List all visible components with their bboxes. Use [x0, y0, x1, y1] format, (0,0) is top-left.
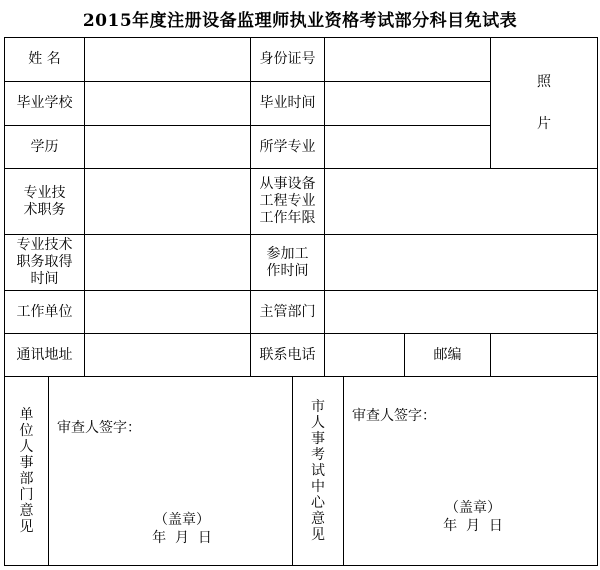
graduation-time-label: 毕业时间: [251, 82, 325, 126]
work-years-field[interactable]: [325, 169, 598, 235]
unit-reviewer-signature-label: 审查人签字：: [57, 420, 141, 436]
center-seal-label: （盖章）: [445, 500, 501, 516]
form-title: 2015年度注册设备监理师执业资格考试部分科目免试表: [82, 11, 518, 31]
name-label: 姓 名: [5, 38, 85, 82]
supervising-dept-field[interactable]: [325, 291, 598, 334]
unit-opinion-label: [5, 377, 49, 566]
id-number-field[interactable]: [325, 38, 491, 82]
label-line: 参加工: [266, 245, 309, 262]
vertical-char: 部: [19, 471, 34, 487]
supervising-dept-label: 主管部门: [251, 291, 325, 334]
row-name: [5, 38, 598, 82]
label-line: 职务取得: [16, 254, 73, 270]
row-professional-title: [5, 169, 598, 235]
vertical-char: 见: [19, 519, 34, 535]
vertical-char: 意: [311, 511, 325, 527]
exam-center-opinion-label: [293, 377, 344, 566]
exam-center-opinion-area[interactable]: [344, 377, 598, 566]
professional-title-label: [5, 169, 85, 235]
vertical-char: 事: [311, 431, 325, 447]
label-line: 工程专业: [259, 193, 316, 209]
approval-table: [4, 376, 598, 566]
vertical-char: 见: [311, 527, 325, 543]
professional-title-field[interactable]: [85, 169, 251, 235]
photo-char: 照: [537, 74, 551, 90]
major-label: 所学专业: [251, 126, 325, 169]
title-obtained-time-label: [5, 235, 85, 291]
vertical-char: 意: [19, 503, 34, 519]
label-line: 作时间: [266, 262, 309, 279]
work-years-label: [251, 169, 325, 235]
label-line: 专业技术: [16, 237, 73, 253]
vertical-char: 人: [19, 439, 34, 455]
vertical-char: 单: [19, 407, 34, 423]
photo-box[interactable]: [491, 38, 598, 169]
label-line: 专业技: [23, 184, 66, 201]
unit-seal-label: （盖章）: [154, 512, 210, 528]
work-start-time-field[interactable]: [325, 235, 598, 291]
major-field[interactable]: [325, 126, 491, 169]
graduation-time-field[interactable]: [325, 82, 491, 126]
approval-row: [5, 377, 598, 566]
school-label: 毕业学校: [5, 82, 85, 126]
vertical-char: 市: [311, 399, 325, 415]
education-field[interactable]: [85, 126, 251, 169]
vertical-char: 人: [311, 415, 325, 431]
id-number-label: 身份证号: [251, 38, 325, 82]
row-title-obtained: [5, 235, 598, 291]
row-employer: [5, 291, 598, 334]
address-label: 通讯地址: [5, 334, 85, 377]
school-field[interactable]: [85, 82, 251, 126]
postcode-field[interactable]: [491, 334, 598, 377]
vertical-char: 位: [19, 423, 34, 439]
phone-field[interactable]: [325, 334, 405, 377]
center-date-label: 年 月 日: [443, 518, 503, 534]
label-line: 术职务: [23, 201, 66, 218]
label-line: 从事设备: [259, 176, 316, 192]
name-field[interactable]: [85, 38, 251, 82]
applicant-info-table: [4, 37, 598, 377]
employer-field[interactable]: [85, 291, 251, 334]
title-obtained-time-field[interactable]: [85, 235, 251, 291]
work-start-time-label: [251, 235, 325, 291]
address-field[interactable]: [85, 334, 251, 377]
vertical-char: 事: [19, 455, 34, 471]
vertical-char: 门: [19, 487, 34, 503]
vertical-char: 心: [311, 495, 325, 511]
label-line: 时间: [30, 271, 59, 287]
vertical-char: 试: [311, 463, 325, 479]
education-label: 学历: [5, 126, 85, 169]
postcode-label: 邮编: [405, 334, 491, 377]
row-contact: [5, 334, 598, 377]
unit-date-label: 年 月 日: [152, 530, 212, 546]
vertical-char: 考: [311, 447, 325, 463]
unit-opinion-area[interactable]: [49, 377, 293, 566]
label-line: 工作年限: [259, 210, 316, 226]
employer-label: 工作单位: [5, 291, 85, 334]
center-reviewer-signature-label: 审查人签字：: [352, 408, 436, 424]
vertical-char: 中: [311, 479, 325, 495]
photo-char: 片: [537, 116, 551, 132]
phone-label: 联系电话: [251, 334, 325, 377]
